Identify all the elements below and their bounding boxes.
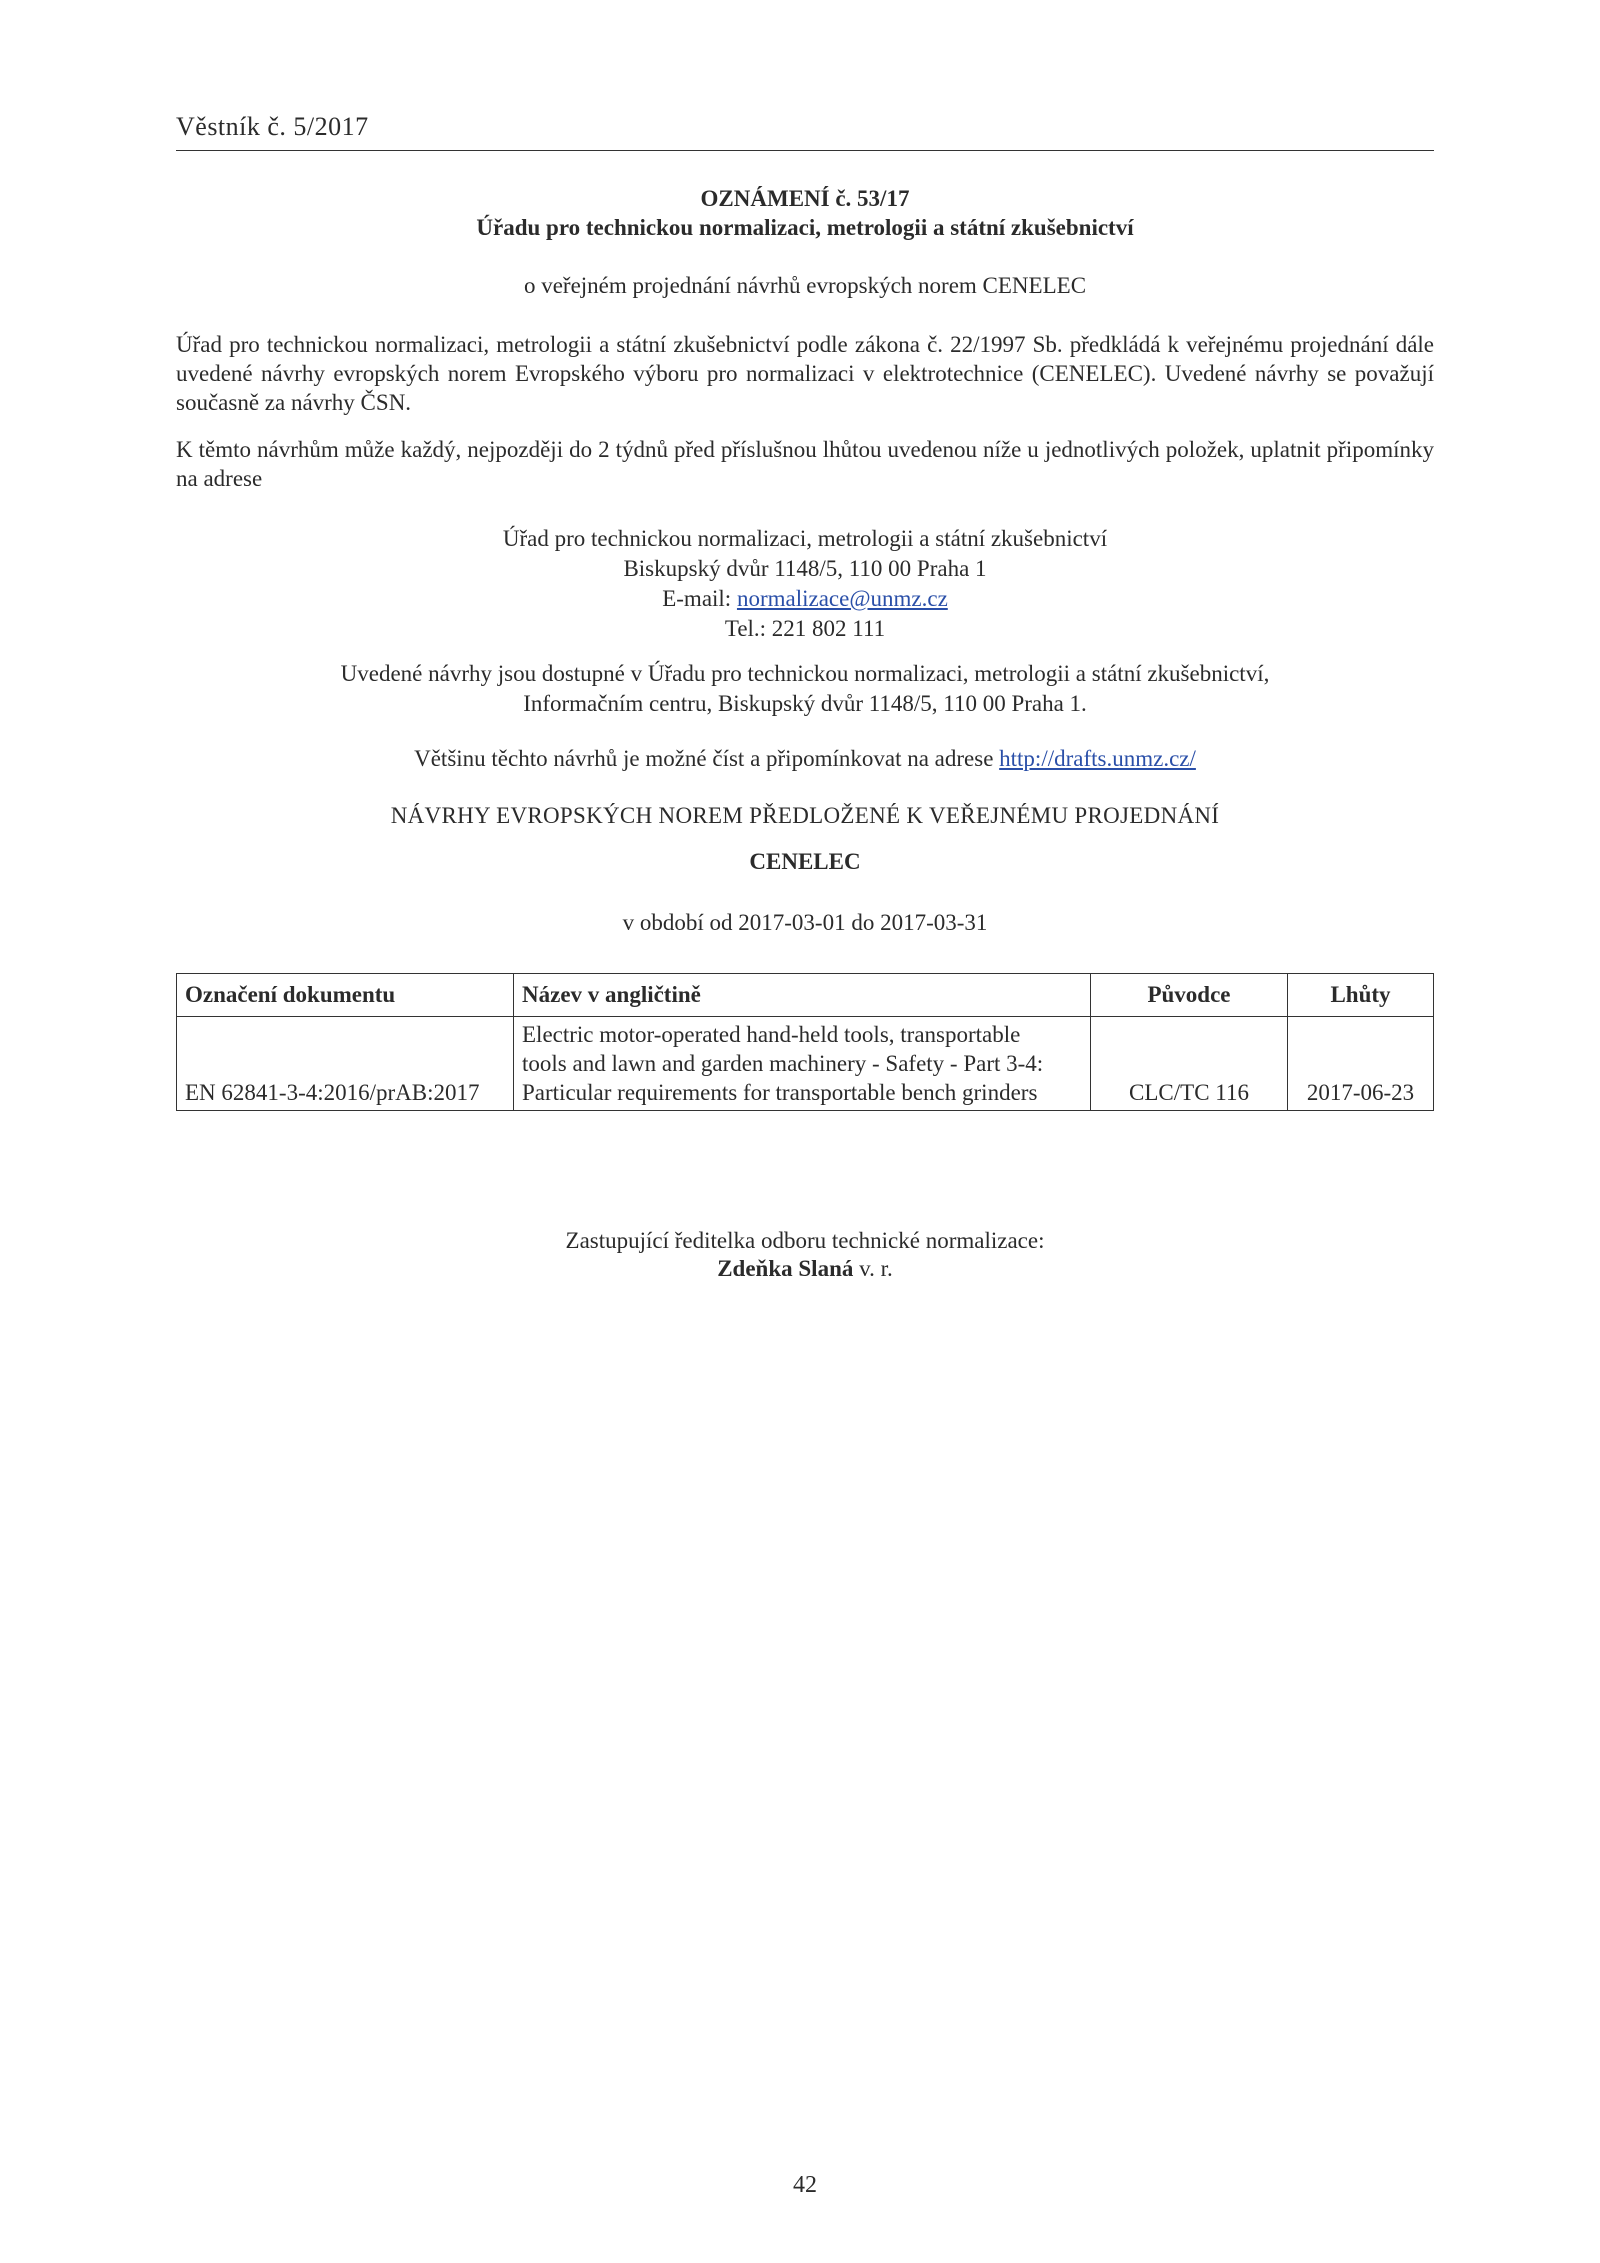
availability-line-1: Uvedené návrhy jsou dostupné v Úřadu pro technickou normalizaci, metrologii a státní zkušebnictví, — [340, 661, 1270, 686]
title-line: Electric motor-operated hand-held tools, transportable — [522, 1022, 1021, 1047]
signature-line — [176, 1256, 1434, 1282]
cell-document-id: EN 62841-3-4:2016/prAB:2017 — [177, 1017, 514, 1111]
signature-suffix: v. r. — [853, 1256, 893, 1281]
column-header-origin: Původce — [1091, 974, 1288, 1017]
address-phone: Tel.: 221 802 111 — [724, 616, 886, 641]
email-label: E-mail: — [662, 586, 737, 611]
contact-address — [176, 524, 1434, 644]
announcement-subtitle: o veřejném projednání návrhů evropských norem CENELEC — [523, 273, 1087, 298]
table-row — [177, 1017, 1434, 1111]
title-line: Particular requirements for transportable bench grinders — [522, 1080, 1038, 1105]
standards-table — [176, 973, 1434, 1111]
journal-header: Věstník č. 5/2017 — [176, 112, 1434, 151]
cell-deadline: 2017-06-23 — [1288, 1017, 1434, 1111]
section-period: v období od 2017-03-01 do 2017-03-31 — [622, 910, 988, 935]
availability-note — [176, 659, 1434, 719]
address-street: Biskupský dvůr 1148/5, 110 00 Praha 1 — [623, 556, 987, 581]
availability-line-2: Informačním centru, Biskupský dvůr 1148/5, 110 00 Praha 1. — [523, 691, 1087, 716]
column-header-deadline: Lhůty — [1288, 974, 1434, 1017]
announcement-authority: Úřadu pro technickou normalizaci, metrologii a státní zkušebnictví — [476, 215, 1134, 240]
drafts-text: Většinu těchto návrhů je možné číst a připomínkovat na adrese — [414, 746, 1000, 771]
table-header-row — [177, 974, 1434, 1017]
section-heading: NÁVRHY EVROPSKÝCH NOREM PŘEDLOŽENÉ K VEŘEJNÉMU PROJEDNÁNÍ — [390, 803, 1220, 828]
column-header-title: Název v angličtině — [514, 974, 1091, 1017]
drafts-note — [176, 746, 1434, 772]
title-line: tools and lawn and garden machinery - Safety - Part 3-4: — [522, 1051, 1044, 1076]
email-link[interactable]: normalizace@unmz.cz — [736, 586, 948, 611]
page-number: 42 — [793, 2172, 817, 2198]
intro-paragraph: Úřad pro technickou normalizaci, metrologii a státní zkušebnictví podle zákona č. 22/1997 Sb. předkládá k veřejnému projednání dále uvedené návrhy evropských norem Evropského výboru pro normalizaci v elektrotechnice (CENELEC). Uvedené návrhy se považují současně za návrhy ČSN. — [176, 332, 1434, 415]
cell-origin: CLC/TC 116 — [1091, 1017, 1288, 1111]
address-email-line — [176, 584, 1434, 614]
column-header-document: Označení dokumentu — [177, 974, 514, 1017]
signature-name: Zdeňka Slaná — [717, 1256, 854, 1281]
signature-role: Zastupující ředitelka odboru technické normalizace: — [565, 1228, 1045, 1253]
comments-paragraph: K těmto návrhům může každý, nejpozději do 2 týdnů před příslušnou lhůtou uvedenou níže u jednotlivých položek, uplatnit připomínky na adrese — [176, 437, 1434, 491]
drafts-link[interactable]: http://drafts.unmz.cz/ — [999, 746, 1196, 771]
announcement-title: OZNÁMENÍ č. 53/17 — [700, 186, 910, 211]
section-body-name: CENELEC — [749, 849, 861, 874]
address-office-name: Úřad pro technickou normalizaci, metrologii a státní zkušebnictví — [502, 526, 1108, 551]
cell-english-title — [514, 1017, 1091, 1111]
